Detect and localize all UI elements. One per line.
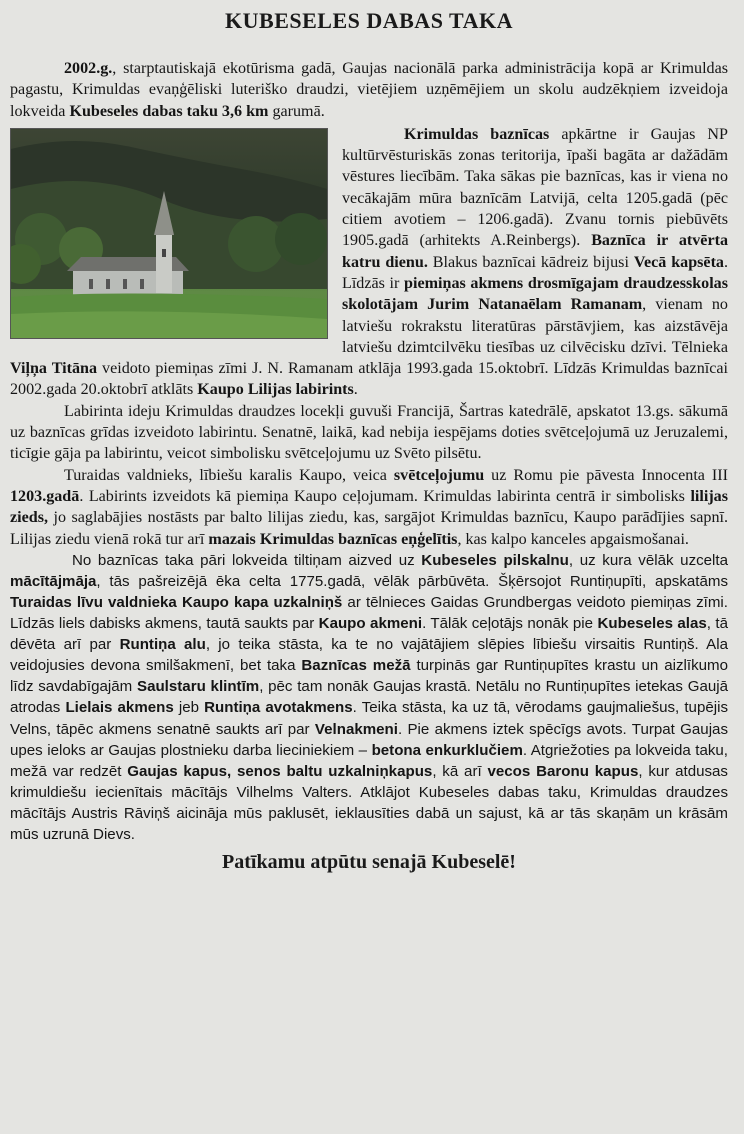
old-cemetery: Vecā kapsēta bbox=[633, 253, 724, 271]
lily-flower: lilijas zieds, bbox=[10, 487, 728, 527]
document bbox=[10, 0, 728, 874]
church-paragraph: Krimuldas baznīcas apkārtne ir Gaujas NP kultūrvēsturiskās zonas teritorija, īpaši bagāta ar dažādām vēstures liecībām. Taka sākas pie baznīcas, kas ir viena no vecākajām mūra baznīcām Latvijā, celta 1205.gadā (pēc citiem avotiem – 1206.gadā). Zvanu tornis piebūvēts 1905.gadā (arhitekts A.Reinbergs). Baznīca ir atvērta katru dienu. Blakus baznīcai kādreiz bijusi Vecā kapsēta. Līdzās ir piemiņas akmens drosmīgajam draudzesskolas skolotājam Jurim Natanaēlam Ramanam, vienam no latviešu rokrakstu literatūras pārstāvjiem, kas aizstāvēja latviešu dzimtcilvēku tiesības uz cilvēcisku dzīvi. Tēlnieka Viļņa Titāna veidoto piemiņas zīmi J. N. Ramanam atklāja 1993.gada 15.oktobrī. Līdzās Krimuldas baznīcai 2002.gada 20.oktobrī atklāts Kaupo Lilijas labirints. bbox=[10, 125, 729, 399]
hillfort: Kubeseles pilskalnu bbox=[421, 551, 569, 569]
kaupo-grave: Turaidas līvu valdnieka Kaupo kapa uzkalniņš bbox=[10, 594, 343, 612]
year-1203: 1203.gadā bbox=[10, 487, 80, 505]
church-angel: mazais Krimuldas baznīcas eņģelītis bbox=[208, 530, 458, 548]
trail-name-length: Kubeseles dabas taku 3,6 km bbox=[69, 102, 269, 120]
page-title: KUBESELES DABAS TAKA bbox=[225, 8, 513, 33]
devil-stone: Velnakmeni bbox=[314, 720, 398, 738]
runtins-cave: Runtiņa alu bbox=[119, 636, 206, 654]
spring-stone: Runtiņa avotakmens bbox=[204, 699, 353, 717]
church-open-note: Baznīca ir atvērta katru dienu. bbox=[342, 232, 728, 271]
church-in-forest-photo bbox=[10, 128, 328, 339]
trail-paragraph: No baznīcas taka pāri lokveida tiltiņam aizved uz Kubeseles pilskalnu, uz kura vēlāk uzcelta mācītājmāja, tās pašreizējā ēka celta 1775.gadā, vēlāk pārbūvēta. Šķērsojot Runtiņupīti, apskatāms Turaidas līvu valdnieka Kaupo kapa uzkalniņš ar tēlnieces Gaidas Grundbergas veidoto piemiņas zīmi. Līdzās liels dabisks akmens, tautā saukts par Kaupo akmeni. Tālāk ceļotājs nonāk pie Kubeseles alas, tā dēvēta arī par Runtiņa alu, jo teika stāsta, ka te no vajātājiem slēpies lībiešu virsaitis Runtiņš. Ala veidojusies devona smilšakmenī, bet taka Baznīcas mežā turpinās gar Runtiņupītes krastu un aizlīkumo līdz savdabīgajām Saulstaru klintīm, pēc tam nonāk Gaujas krastā. Netālu no Runtiņupītes ietekas Gaujā atrodas Lielais akmens jeb Runtiņa avotakmens. Teika stāsta, ka uz tā, vērodams gaujmaliešus, tupējis Velns, tāpēc akmens senatnē saukts arī par Velnakmeni. Pie akmens iztek spēcīgs avots. Turpat Gaujas upes ieloks ar Gaujas plostnieku darba lieciniekiem – betona enkurklučiem. Atgriežoties pa lokveida taku, mežā var redzēt Gaujas kapus, senos baltu uzkalniņkapus, kā arī vecos Baronu kapus, kur atdusas krimuldiešu iecienītais mācītājs Vilhelms Valters. Atklājot Kubeseles dabas taku, Krimuldas draudzes mācītājs Austris Rāviņš aicināja mūs paklusēt, ieklausīties dabā un sajust, kā ar tās skaņām un krāsām mūs uzrunā Dievs. bbox=[10, 551, 729, 844]
kubesele-cave: Kubeseles alas bbox=[597, 615, 707, 633]
sculptor-name: Viļņa Titāna bbox=[10, 360, 98, 378]
intro-year: 2002.g. bbox=[64, 60, 113, 77]
memorial-stone: piemiņas akmens drosmīgajam draudzesskolas skolotājam Jurim Natanaēlam Ramanam bbox=[342, 274, 728, 314]
intro-paragraph: 2002.g., starptautiskajā ekotūrisma gadā, Gaujas nacionālā parka administrācija kopā ar Krimuldas pagastu, Krimuldas evaņģēliski luteriško draudzi, vietējiem uzņēmējiem un skolu audzēkņiem izveidoja lokveida Kubeseles dabas taku 3,6 km garumā. bbox=[10, 60, 728, 120]
church-name: Krimuldas baznīcas bbox=[404, 125, 550, 143]
church-forest: Baznīcas mežā bbox=[301, 657, 411, 675]
labyrinth-paragraph: Labirinta ideju Krimuldas draudzes locekļi guvuši Francijā, Šartras katedrālē, apskatot 13.gs. sākumā uz baznīcas grīdas izveidoto labirintu. Senatnē, laikā, kad nebija iespējams doties svētceļojumā uz Jeruzalemi, ticīgie gāja pa labirintu, veicot simbolisku svētceļojumu uz Svēto pilsētu. bbox=[10, 402, 728, 463]
pilgrimage: svētceļojumu bbox=[393, 466, 485, 484]
saulstaru-cliffs: Saulstaru klintīm bbox=[137, 678, 260, 696]
parsonage: mācītājmāja bbox=[10, 572, 97, 590]
anchor-blocks: betona enkurkluči bbox=[371, 741, 502, 759]
great-stone: Lielais akmens bbox=[65, 699, 174, 717]
closing-line: Patīkamu atpūtu senajā Kubeselē! bbox=[222, 851, 516, 874]
baron-graves: vecos Baronu kapus bbox=[487, 762, 639, 780]
kaupo-paragraph: Turaidas valdnieks, lībiešu karalis Kaupo, veica svētceļojumu uz Romu pie pāvesta Innocenta III 1203.gadā. Labirints izveidots kā piemiņa Kaupo ceļojumam. Krimuldas labirinta centrā ir simbolisks lilijas zieds, jo saglabājies nostāsts par balto lilijas ziedu, kas, sargājot Krimuldas baznīcu, Kaupo parādījies sapnī. Lilijas ziedu vienā rokā tur arī mazais Krimuldas baznīcas eņģelītis, kas kalpo kanceles apgaismošanai. bbox=[10, 466, 728, 548]
gauja-graves: Gaujas kapus, senos baltu uzkalniņkapus bbox=[127, 762, 433, 780]
labyrinth-name: Kaupo Lilijas labirints bbox=[197, 381, 354, 399]
kaupo-stone: Kaupo akmeni bbox=[318, 615, 423, 633]
